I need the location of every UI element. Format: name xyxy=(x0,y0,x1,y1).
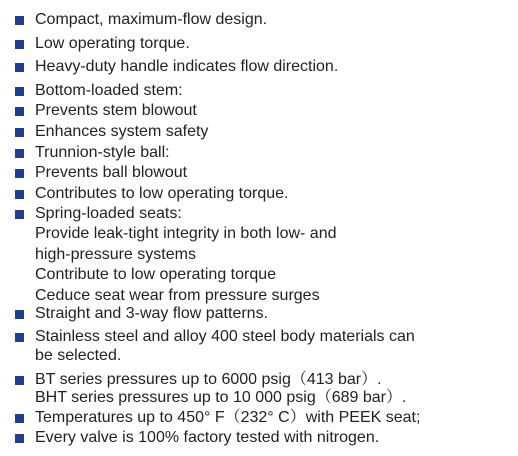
square-bullet-icon xyxy=(15,333,24,342)
list-item-continuation xyxy=(0,346,518,370)
square-bullet-icon xyxy=(15,107,24,116)
list-item-text: Contributes to low operating torque. xyxy=(35,185,289,202)
list-item-text: BT series pressures up to 6000 psig（413 bar）. xyxy=(35,371,382,388)
square-bullet-icon xyxy=(15,63,24,72)
list-item-text: Stainless steel and alloy 400 steel body materials can xyxy=(35,328,415,345)
list-item xyxy=(0,428,518,452)
square-bullet-icon xyxy=(15,190,24,199)
list-item-text: Enhances system safety xyxy=(35,123,209,140)
list-item-text: BHT series pressures up to 10 000 psig（689 bar）. xyxy=(35,389,407,406)
list-item-text: Straight and 3-way flow patterns. xyxy=(35,305,269,322)
list-item-text: Bottom-loaded stem: xyxy=(35,82,183,99)
square-bullet-icon xyxy=(15,87,24,96)
square-bullet-icon xyxy=(15,210,24,219)
square-bullet-icon xyxy=(15,40,24,49)
list-item-text: Heavy-duty handle indicates flow direction. xyxy=(35,58,339,75)
list-item-text: Prevents stem blowout xyxy=(35,102,197,119)
list-item-text: Ceduce seat wear from pressure surges xyxy=(35,287,320,304)
square-bullet-icon xyxy=(15,310,24,319)
square-bullet-icon xyxy=(15,128,24,137)
list-item xyxy=(0,57,518,81)
square-bullet-icon xyxy=(15,169,24,178)
list-item-text: Provide leak-tight integrity in both low- and xyxy=(35,225,337,242)
square-bullet-icon xyxy=(15,16,24,25)
square-bullet-icon xyxy=(15,376,24,385)
square-bullet-icon xyxy=(15,149,24,158)
list-item-text: Compact, maximum-flow design. xyxy=(35,11,268,28)
list-item-text: Temperatures up to 450° F（232° C）with PEEK seat; xyxy=(35,409,421,426)
list-item-text: be selected. xyxy=(35,347,122,364)
list-item-text: Trunnion-style ball: xyxy=(35,144,170,161)
list-item-text: Contribute to low operating torque xyxy=(35,266,277,283)
square-bullet-icon xyxy=(15,414,24,423)
list-item-text: Low operating torque. xyxy=(35,35,190,52)
list-item xyxy=(0,10,518,34)
list-item-text: Every valve is 100% factory tested with nitrogen. xyxy=(35,429,380,446)
list-item xyxy=(0,34,518,58)
list-item-text: Spring-loaded seats: xyxy=(35,205,182,222)
list-item-text: Prevents ball blowout xyxy=(35,164,188,181)
list-item xyxy=(0,304,518,328)
square-bullet-icon xyxy=(15,434,24,443)
list-item-text: high-pressure systems xyxy=(35,246,196,263)
